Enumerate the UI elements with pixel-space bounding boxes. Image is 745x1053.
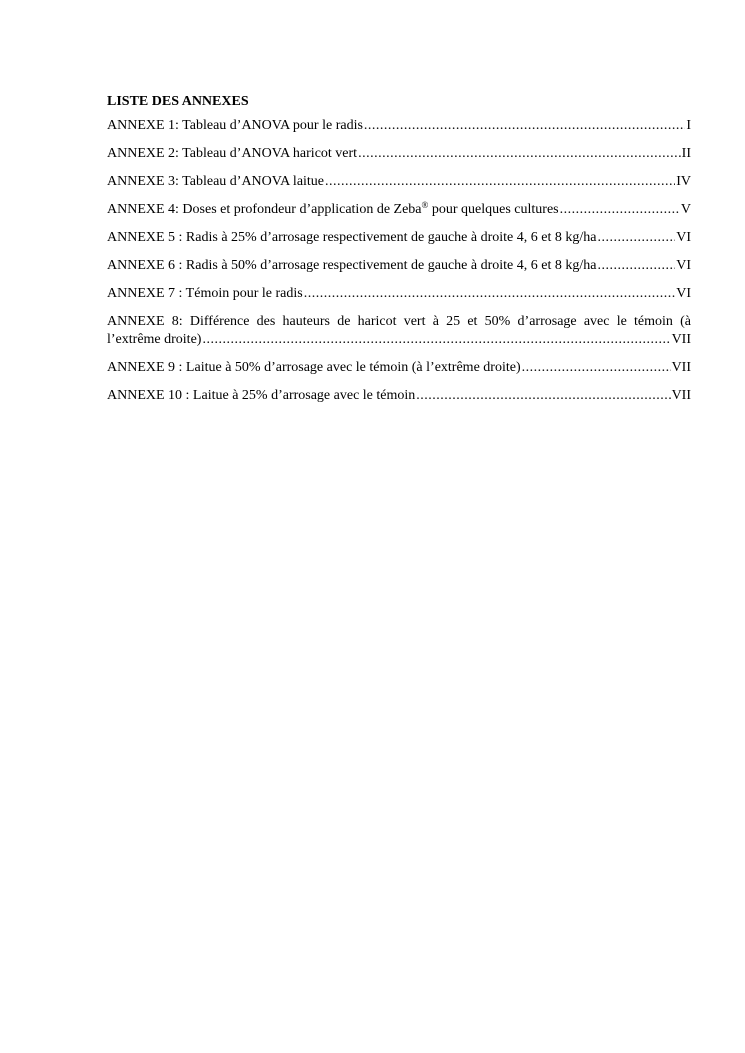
annex-entry-1[interactable]: [107, 117, 691, 135]
annex-entry-2[interactable]: [107, 145, 691, 163]
dot-leader: [325, 173, 675, 191]
annex-entry-9[interactable]: [107, 359, 691, 377]
annex-label: ANNEXE 5 : Radis à 25% d’arrosage respectivement de gauche à droite 4, 6 et 8 kg/ha: [107, 230, 597, 245]
dot-leader: [597, 229, 675, 247]
annex-page-number: V: [680, 202, 691, 217]
annex-label: ANNEXE 3: Tableau d’ANOVA laitue: [107, 174, 325, 189]
dot-leader: [597, 257, 675, 275]
annex-label: ANNEXE 9 : Laitue à 50% d’arrosage avec le témoin (à l’extrême droite): [107, 360, 521, 375]
annex-page-number: VII: [671, 360, 691, 375]
dot-leader: [202, 331, 670, 349]
annex-label-post: pour quelques cultures: [428, 202, 559, 217]
annex-label-line2: l’extrême droite): [107, 332, 202, 347]
annex-entry-8[interactable]: [107, 313, 691, 349]
page-title: LISTE DES ANNEXES: [107, 94, 249, 109]
annex-entry-3[interactable]: [107, 173, 691, 191]
annex-entry-7[interactable]: [107, 285, 691, 303]
dot-leader: [364, 117, 685, 135]
annex-label: ANNEXE 7 : Témoin pour le radis: [107, 286, 303, 301]
dot-leader: [522, 359, 671, 377]
annex-entry-6[interactable]: [107, 257, 691, 275]
annex-entry-4[interactable]: [107, 201, 691, 219]
annex-label: ANNEXE 10 : Laitue à 25% d’arrosage avec le témoin: [107, 388, 416, 403]
annex-label: ANNEXE 1: Tableau d’ANOVA pour le radis: [107, 118, 363, 133]
annex-page-number: VI: [676, 258, 691, 273]
annex-entry-5[interactable]: [107, 229, 691, 247]
annex-label: [107, 201, 559, 219]
dot-leader: [416, 387, 670, 405]
annex-list: [107, 117, 691, 405]
annex-page-number: VI: [676, 230, 691, 245]
annex-page-number: VII: [671, 332, 691, 347]
annex-page-number: I: [686, 118, 691, 133]
dot-leader: [304, 285, 676, 303]
document-page: [107, 93, 691, 415]
annex-label-line1: ANNEXE 8: Différence des hauteurs de haricot vert à 25 et 50% d’arrosage avec le témoin (à: [107, 314, 691, 329]
annex-entry-10[interactable]: [107, 387, 691, 405]
dot-leader: [358, 145, 681, 163]
annex-label: ANNEXE 2: Tableau d’ANOVA haricot vert: [107, 146, 358, 161]
annex-label: ANNEXE 6 : Radis à 50% d’arrosage respectivement de gauche à droite 4, 6 et 8 kg/ha: [107, 258, 597, 273]
annex-page-number: VI: [676, 286, 691, 301]
annex-page-number: II: [681, 146, 691, 161]
annex-label-pre: ANNEXE 4: Doses et profondeur d’application de Zeba: [107, 202, 422, 217]
annex-page-number: IV: [676, 174, 691, 189]
registered-mark: ®: [421, 200, 429, 210]
annex-page-number: VII: [671, 388, 691, 403]
dot-leader: [560, 201, 680, 219]
